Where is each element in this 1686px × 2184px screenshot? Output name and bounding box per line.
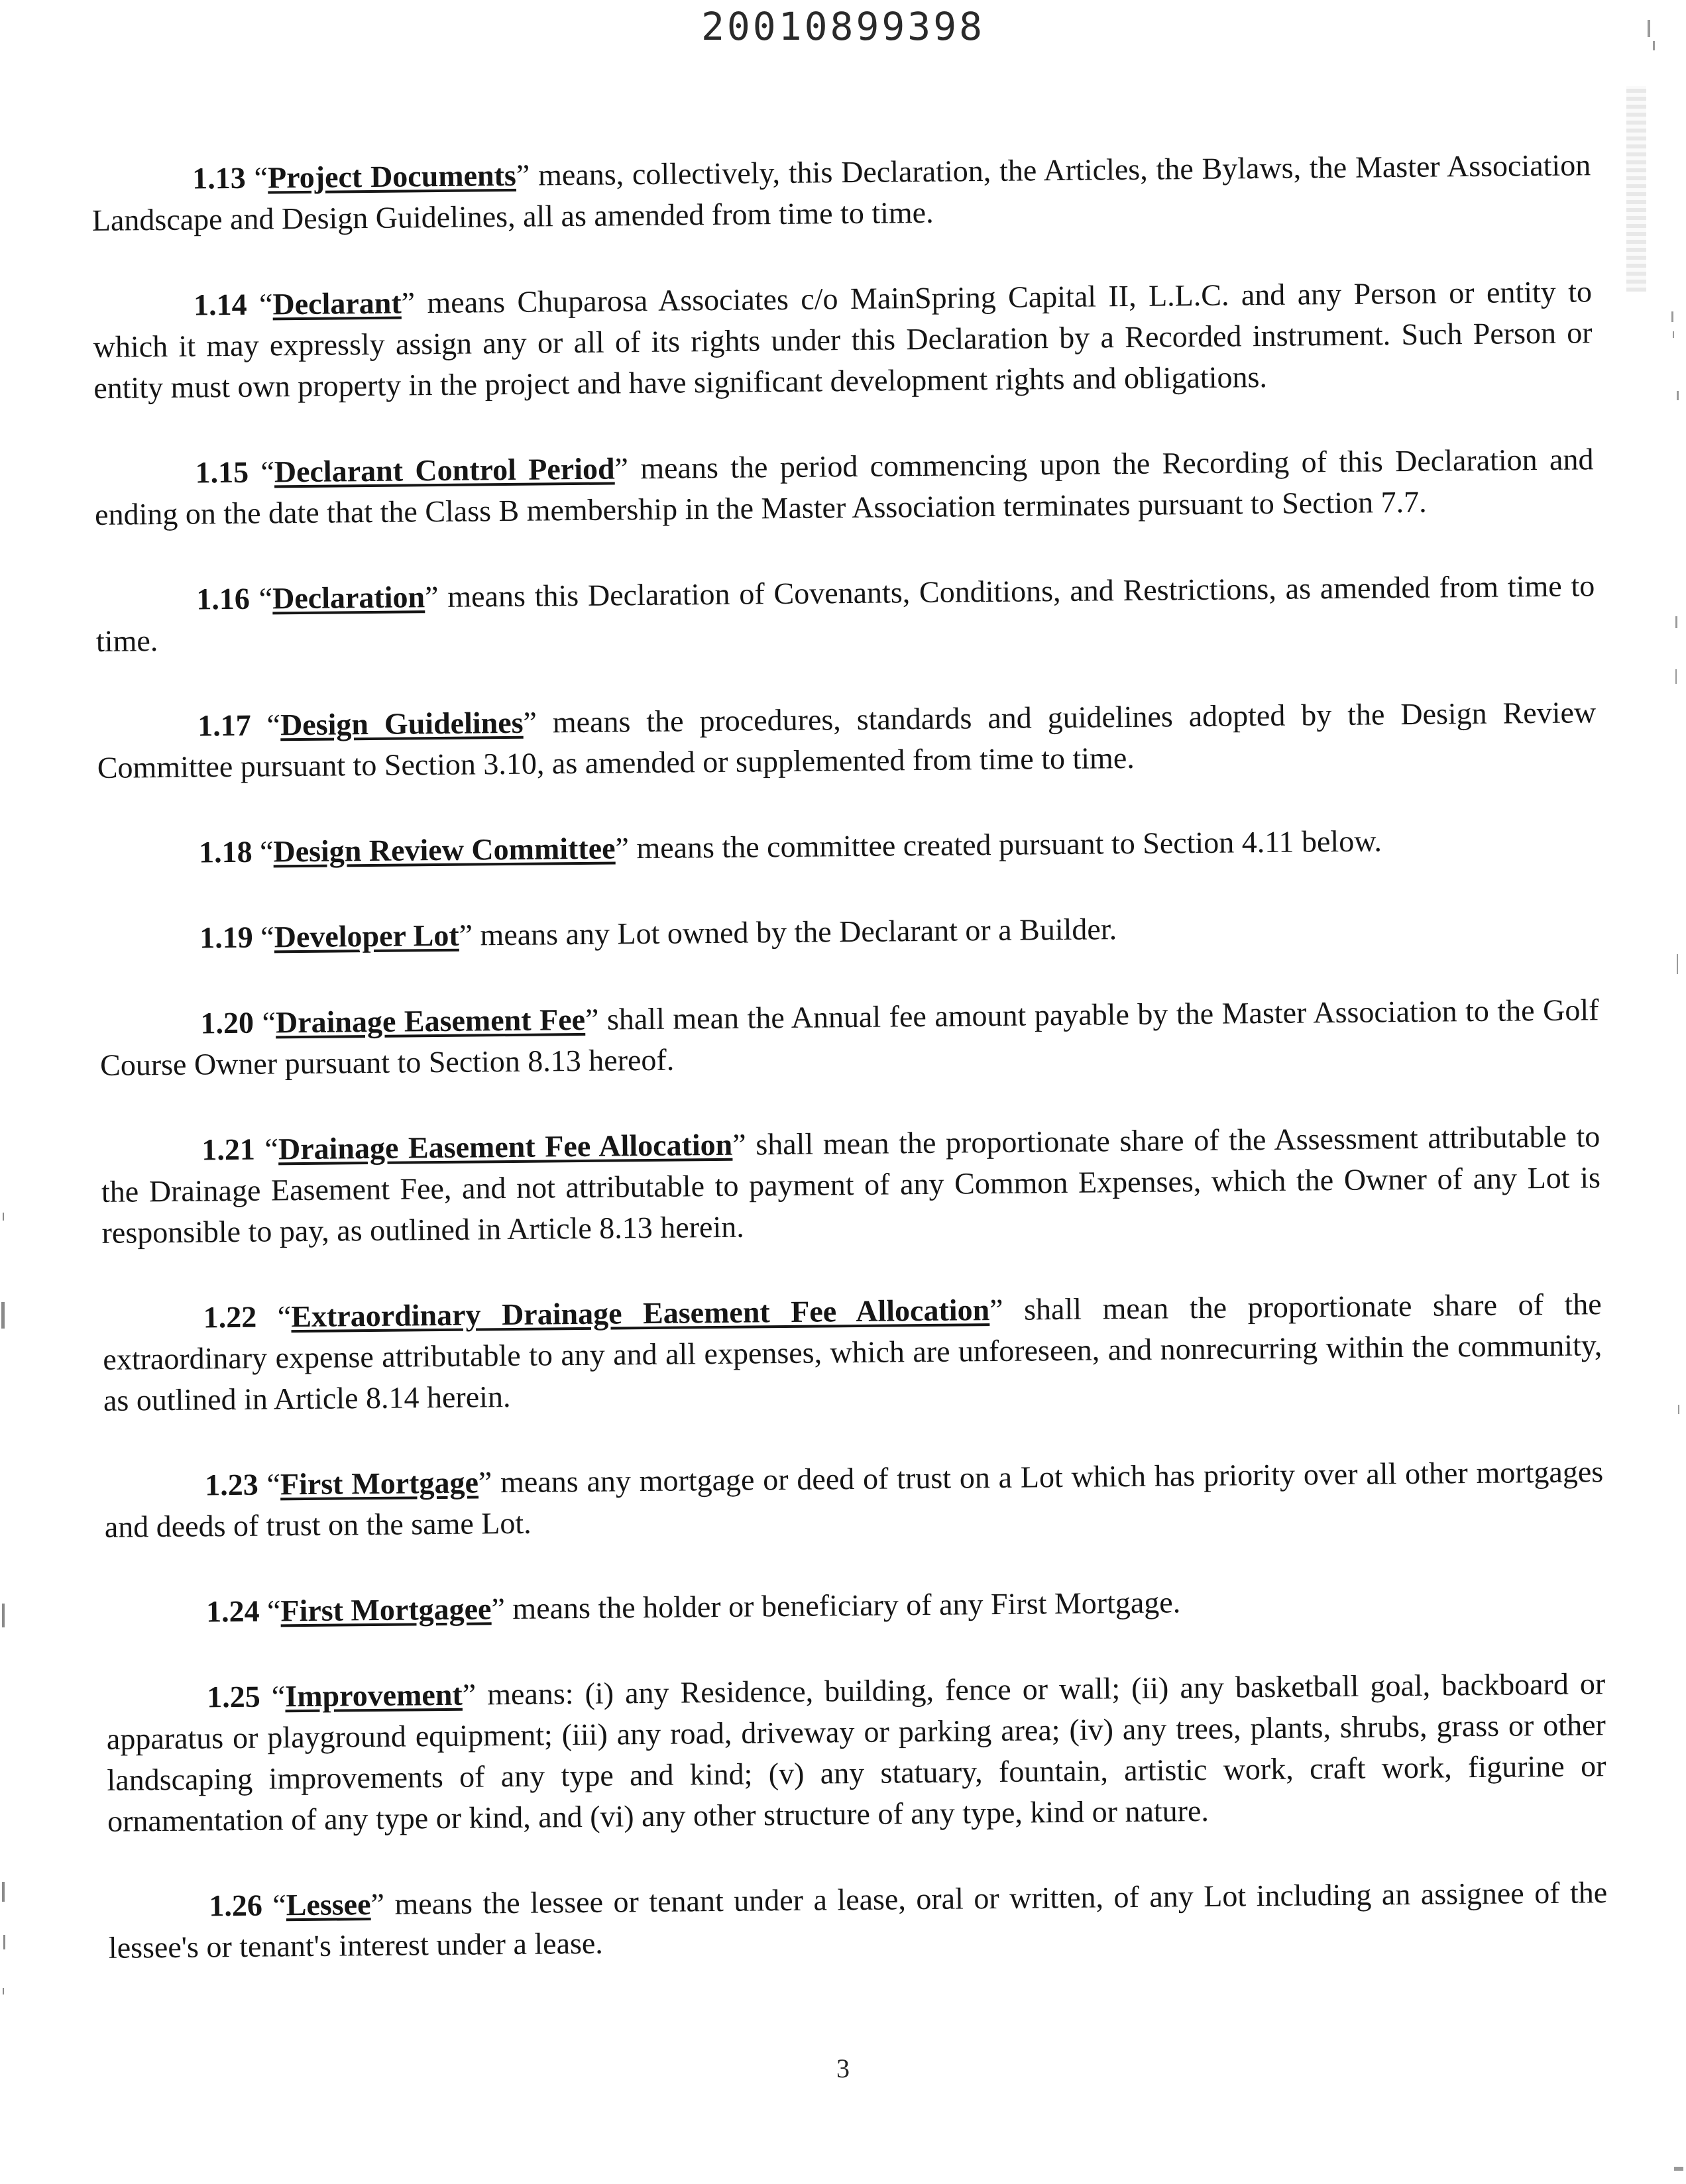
page-number: 3 <box>836 2053 850 2083</box>
definition-number: 1.16 <box>196 581 251 616</box>
definition-1-21: 1.21 “Drainage Easement Fee Allocation” shall mean the proportionate share of the Assessment attributable to the Drainage Easement Fee, and not attributable to payment of any Common Expenses, which the Owner of any Lot is responsible to pay, as outlined in Article 8.13 herein. <box>101 1119 1601 1250</box>
defined-term: Design Guidelines <box>280 705 524 742</box>
definition-body: means: (i) any Residence, building, fence or wall; (ii) any basketball goal, backboard or apparatus or playground equipment; (iii) any road, driveway or parking area; (iv) any trees, plants, shrubs, grass or other landscaping improvements of any type and kind; (v) any statuary, fountain, artistic work, craft work, figurine or ornamentation of any type or kind, and (vi) any other structure of any type, kind or nature. <box>106 1666 1606 1838</box>
definition-number: 1.23 <box>204 1467 258 1502</box>
definition-1-14: 1.14 “Declarant” means Chuparosa Associates c/o MainSpring Capital II, L.L.C. and any Person or entity to which it may expressly assign any or all of its rights under this Declaration by a Recorded instrument. Such Person or entity must own property in the project and have significant development rights and obligations. <box>93 274 1593 405</box>
defined-term: Improvement <box>285 1677 463 1714</box>
definition-body: means any Lot owned by the Declarant or a Builder. <box>472 912 1117 952</box>
definition-number: 1.18 <box>198 834 253 869</box>
defined-term: Drainage Easement Fee Allocation <box>278 1127 733 1166</box>
defined-term: Design Review Committee <box>273 831 616 869</box>
definition-body: means the period commencing upon the Recording of this Declaration and ending on the date that the Class B membership in the Master Association terminates pursuant to Section 7.7. <box>94 442 1594 531</box>
definition-number: 1.20 <box>200 1005 254 1040</box>
definition-number: 1.26 <box>209 1888 263 1923</box>
defined-term: Drainage Easement Fee <box>275 1002 586 1040</box>
definition-number: 1.15 <box>195 455 249 490</box>
definition-1-16: 1.16 “Declaration” means this Declaration of Covenants, Conditions, and Restrictions, as amended from time to time. <box>95 569 1595 658</box>
definition-number: 1.19 <box>199 920 254 955</box>
definition-1-17: 1.17 “Design Guidelines” means the procedures, standards and guidelines adopted by the Design Review Committee pursuant to Section 3.10, as amended or supplemented from time to time. <box>97 695 1597 785</box>
definition-1-18: 1.18 “Design Review Committee” means the committee created pursuant to Section 4.11 below. <box>198 824 1382 869</box>
scan-margin-marks-left <box>0 0 20 2184</box>
definition-body: means, collectively, this Declaration, the Articles, the Bylaws, the Master Association Landscape and Design Guidelines, all as amended from time to time. <box>91 148 1591 237</box>
definition-1-19: 1.19 “Developer Lot” means any Lot owned by the Declarant or a Builder. <box>199 912 1117 955</box>
definition-body: shall mean the proportionate share of the extraordinary expense attributable to any and all expenses, which are unforeseen, and nonrecurring within the community, as outlined in Article 8.14 herein. <box>103 1287 1602 1417</box>
definition-1-15: 1.15 “Declarant Control Period” means the period commencing upon the Recording of this Declaration and ending on the date that the Class B membership in the Master Association terminates pursuant to Section 7.7. <box>94 442 1594 531</box>
definition-number: 1.25 <box>207 1679 261 1714</box>
defined-term: Developer Lot <box>274 918 459 954</box>
definition-number: 1.13 <box>192 160 247 195</box>
definition-body: means the procedures, standards and guidelines adopted by the Design Review Committee pursuant to Section 3.10, as amended or supplemented from time to time. <box>97 695 1597 785</box>
definition-1-22: 1.22 “Extraordinary Drainage Easement Fee Allocation” shall mean the proportionate share of the extraordinary expense attributable to any and all expenses, which are unforeseen, and nonrecurring within the community, as outlined in Article 8.14 herein. <box>103 1287 1602 1417</box>
definition-number: 1.14 <box>193 287 247 322</box>
definition-1-13: 1.13 “Project Documents” means, collectively, this Declaration, the Articles, the Bylaws, the Master Association Landscape and Design Guidelines, all as amended from time to time. <box>91 148 1591 237</box>
definition-1-25: 1.25 “Improvement” means: (i) any Residence, building, fence or wall; (ii) any basketball goal, backboard or apparatus or playground equipment; (iii) any road, driveway or parking area; (iv) any trees, plants, shrubs, grass or other landscaping improvements of any type and kind; (v) any statuary, fountain, artistic work, craft work, figurine or ornamentation of any type or kind, and (vi) any other structure of any type, kind or nature. <box>106 1666 1606 1838</box>
definition-body: means the lessee or tenant under a lease, oral or written, of any Lot including an assignee of the lessee's or tenant's interest under a lease. <box>108 1875 1608 1965</box>
defined-term: Declaration <box>272 580 425 616</box>
definition-number: 1.21 <box>201 1132 256 1167</box>
defined-term: Extraordinary Drainage Easement Fee Allocation <box>291 1293 990 1334</box>
definition-number: 1.17 <box>197 708 251 743</box>
scan-margin-marks-right <box>1613 0 1686 2184</box>
defined-term: Declarant <box>272 286 402 321</box>
defined-term: Project Documents <box>267 158 517 195</box>
definition-body: means the holder or beneficiary of any First Mortgage. <box>504 1585 1181 1626</box>
definition-body: means Chuparosa Associates c/o MainSpring Capital II, L.L.C. and any Person or entity to which it may expressly assign any or all of its rights under this Declaration by a Recorded instrument. Such Person or entity must own property in the project and have significant development rights and obligations. <box>93 274 1593 405</box>
definition-number: 1.24 <box>205 1594 260 1629</box>
document-number: 20010899398 <box>701 4 985 49</box>
definition-1-26: 1.26 “Lessee” means the lessee or tenant under a lease, oral or written, of any Lot including an assignee of the lessee's or tenant's interest under a lease. <box>108 1875 1608 1965</box>
definition-1-24: 1.24 “First Mortgagee” means the holder or beneficiary of any First Mortgage. <box>205 1585 1181 1629</box>
definition-body: means the committee created pursuant to Section 4.11 below. <box>628 824 1382 865</box>
definition-body: shall mean the proportionate share of the Assessment attributable to the Drainage Easement Fee, and not attributable to payment of any Common Expenses, which the Owner of any Lot is responsible to pay, as outlined in Article 8.13 herein. <box>101 1119 1601 1250</box>
definition-body: means this Declaration of Covenants, Conditions, and Restrictions, as amended from time to time. <box>95 569 1595 658</box>
definition-number: 1.22 <box>203 1299 257 1335</box>
defined-term: First Mortgagee <box>280 1592 492 1628</box>
defined-term: Lessee <box>286 1887 371 1922</box>
definition-1-23: 1.23 “First Mortgage” means any mortgage or deed of trust on a Lot which has priority over all other mortgages and deeds of trust on the same Lot. <box>104 1454 1604 1544</box>
definitions-section <box>91 144 1608 2013</box>
definition-body: shall mean the Annual fee amount payable by the Master Association to the Golf Course Owner pursuant to Section 8.13 hereof. <box>99 993 1599 1082</box>
definition-body: means any mortgage or deed of trust on a Lot which has priority over all other mortgages and deeds of trust on the same Lot. <box>104 1454 1604 1544</box>
definition-1-20: 1.20 “Drainage Easement Fee” shall mean the Annual fee amount payable by the Master Association to the Golf Course Owner pursuant to Section 8.13 hereof. <box>99 993 1599 1082</box>
defined-term: First Mortgage <box>280 1465 479 1502</box>
defined-term: Declarant Control Period <box>274 451 615 489</box>
